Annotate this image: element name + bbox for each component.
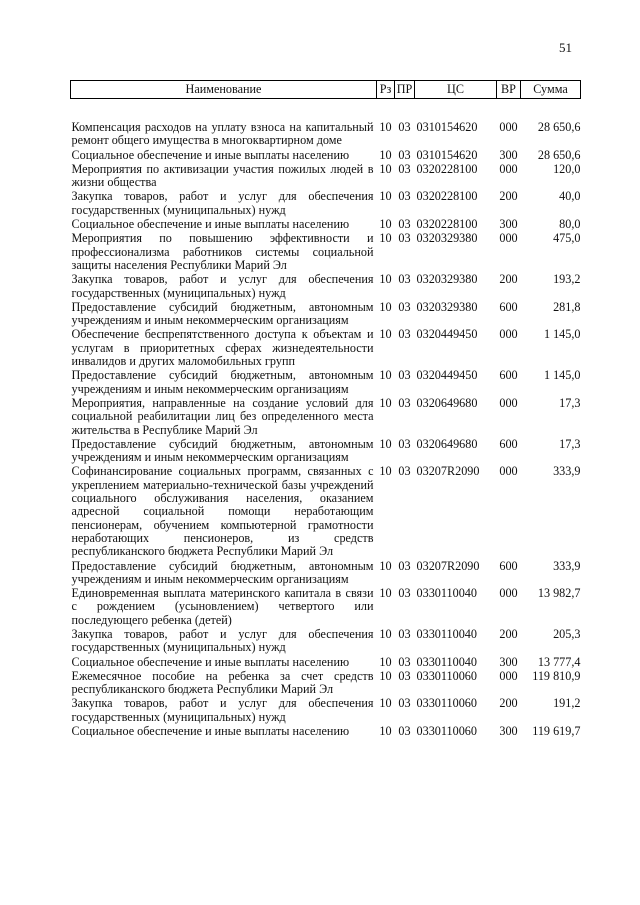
row-cs: 0320228100 — [416, 217, 478, 232]
row-name: Социальное обеспечение и иные выплаты населению — [71, 217, 350, 232]
row-vr: 300 — [499, 724, 518, 739]
table-row — [71, 656, 581, 670]
header-name: Наименование — [71, 81, 377, 99]
table-row — [71, 232, 581, 273]
row-cs: 0330110040 — [416, 654, 477, 669]
row-rz: 10 — [379, 654, 392, 669]
row-pr: 03 — [398, 558, 411, 573]
row-vr: 000 — [499, 586, 518, 601]
row-pr: 03 — [398, 217, 411, 232]
row-pr: 03 — [398, 464, 411, 479]
row-sum: 40,0 — [559, 189, 581, 204]
row-rz: 10 — [379, 464, 392, 479]
table-spacer — [71, 99, 581, 122]
row-name: Софинансирование социальных программ, связанных с укреплением материально-технической базы учреждений социального обслуживания населения, оказанием адресной социальной помощи неработающим пенсионерам, обучением компьютерной грамотности неработающих пенсионеров, из средств республиканского бюджета Республики Марий Эл — [71, 464, 374, 559]
row-pr: 03 — [398, 724, 411, 739]
table-row — [71, 218, 581, 232]
header-sum: Сумма — [521, 81, 581, 99]
row-sum: 193,2 — [553, 272, 581, 287]
row-sum: 17,3 — [559, 395, 581, 410]
row-pr: 03 — [398, 161, 411, 176]
table-row — [71, 725, 581, 739]
row-name: Предоставление субсидий бюджетным, автономным учреждениям и иным некоммерческим организациям — [71, 299, 374, 328]
row-cs: 03207R2090 — [416, 558, 480, 573]
row-rz: 10 — [379, 626, 392, 641]
row-cs: 0330110060 — [416, 696, 477, 711]
row-vr: 300 — [499, 217, 518, 232]
row-vr: 600 — [499, 299, 518, 314]
row-vr: 200 — [499, 696, 518, 711]
row-vr: 600 — [499, 436, 518, 451]
row-rz: 10 — [379, 161, 392, 176]
row-name: Закупка товаров, работ и услуг для обеспечения государственных (муниципальных) нужд — [71, 189, 374, 217]
row-cs: 0320228100 — [416, 189, 478, 204]
budget-table — [70, 80, 581, 739]
row-vr: 300 — [499, 654, 518, 669]
row-cs: 0320228100 — [416, 161, 478, 176]
row-pr: 03 — [398, 327, 411, 342]
row-cs: 0330110040 — [416, 626, 477, 641]
header-vr: ВР — [497, 81, 521, 99]
row-cs: 0310154620 — [416, 120, 478, 134]
row-rz: 10 — [379, 668, 392, 683]
table-row — [71, 560, 581, 588]
row-rz: 10 — [379, 147, 392, 162]
row-name: Закупка товаров, работ и услуг для обеспечения государственных (муниципальных) нужд — [71, 696, 374, 724]
table-row — [71, 190, 581, 218]
row-rz: 10 — [379, 368, 392, 383]
row-sum: 333,9 — [553, 558, 581, 573]
row-vr: 000 — [499, 161, 518, 176]
row-name: Предоставление субсидий бюджетным, автономным учреждениям и иным некоммерческим организациям — [71, 558, 374, 586]
row-cs: 0320329380 — [416, 272, 478, 287]
row-name: Ежемесячное пособие на ребенка за счет средств республиканского бюджета Республики Марий Эл — [71, 668, 374, 697]
row-rz: 10 — [379, 558, 392, 573]
row-pr: 03 — [398, 696, 411, 711]
row-vr: 000 — [499, 120, 518, 134]
row-sum: 17,3 — [559, 436, 581, 451]
table-row — [71, 670, 581, 698]
header-cs: ЦС — [415, 81, 497, 99]
row-sum: 119 810,9 — [532, 668, 581, 683]
row-cs: 0320329380 — [416, 231, 478, 246]
row-vr: 200 — [499, 189, 518, 204]
row-rz: 10 — [379, 189, 392, 204]
row-vr: 200 — [499, 272, 518, 287]
row-cs: 0320649680 — [416, 395, 478, 410]
row-name: Предоставление субсидий бюджетным, автономным учреждениям и иным некоммерческим организациям — [71, 436, 374, 465]
row-rz: 10 — [379, 217, 392, 232]
row-name: Мероприятия, направленные на создание условий для социальной реабилитации лиц без определенного места жительства в Республике Марий Эл — [71, 395, 374, 437]
row-rz: 10 — [379, 395, 392, 410]
row-sum: 333,9 — [553, 464, 581, 479]
row-vr: 000 — [499, 231, 518, 246]
header-pr: ПР — [395, 81, 415, 99]
table-row — [71, 438, 581, 466]
row-pr: 03 — [398, 626, 411, 641]
row-rz: 10 — [379, 436, 392, 451]
row-name: Обеспечение беспрепятственного доступа к объектам и услугам в приоритетных сферах жизнедеятельности инвалидов и других маломобильных групп — [71, 327, 374, 369]
row-pr: 03 — [398, 299, 411, 314]
row-pr: 03 — [398, 272, 411, 287]
row-name: Мероприятия по активизации участия пожилых людей в жизни общества — [71, 161, 374, 190]
row-name: Предоставление субсидий бюджетным, автономным учреждениям и иным некоммерческим организациям — [71, 368, 374, 396]
table-row — [71, 149, 581, 163]
header-rz: Рз — [377, 81, 395, 99]
row-vr: 600 — [499, 558, 518, 573]
row-rz: 10 — [379, 299, 392, 314]
row-rz: 10 — [379, 120, 392, 134]
row-pr: 03 — [398, 189, 411, 204]
row-sum: 1 145,0 — [543, 327, 581, 342]
row-pr: 03 — [398, 668, 411, 683]
row-vr: 000 — [499, 327, 518, 342]
page-number: 51 — [559, 40, 572, 55]
table-row — [71, 697, 581, 725]
table-row — [71, 397, 581, 438]
row-sum: 28 650,6 — [537, 120, 581, 134]
row-vr: 600 — [499, 368, 518, 383]
row-sum: 80,0 — [559, 217, 581, 232]
row-pr: 03 — [398, 231, 411, 246]
table-row — [71, 628, 581, 656]
row-sum: 281,8 — [553, 299, 581, 314]
table-row — [71, 328, 581, 369]
row-sum: 13 982,7 — [537, 586, 581, 601]
row-cs: 0330110060 — [416, 668, 477, 683]
table-row — [71, 163, 581, 191]
row-name: Закупка товаров, работ и услуг для обеспечения государственных (муниципальных) нужд — [71, 626, 374, 655]
row-vr: 300 — [499, 147, 518, 162]
row-name: Мероприятия по повышению эффективности и профессионализма работников системы социальной защиты населения Республики Марий Эл — [71, 231, 374, 272]
row-cs: 0320649680 — [416, 436, 478, 451]
row-name: Социальное обеспечение и иные выплаты населению — [71, 147, 350, 162]
row-name: Закупка товаров, работ и услуг для обеспечения государственных (муниципальных) нужд — [71, 272, 374, 300]
row-name: Компенсация расходов на уплату взноса на капитальный ремонт общего имущества в многоквартирном доме — [71, 120, 374, 148]
row-pr: 03 — [398, 368, 411, 383]
row-rz: 10 — [379, 272, 392, 287]
table-row — [71, 465, 581, 559]
table-row — [71, 273, 581, 301]
row-cs: 0320329380 — [416, 299, 478, 314]
row-name: Социальное обеспечение и иные выплаты населению — [71, 654, 350, 669]
row-cs: 0310154620 — [416, 147, 478, 162]
row-sum: 120,0 — [553, 161, 581, 176]
row-sum: 191,2 — [553, 696, 581, 711]
table-row — [71, 369, 581, 397]
row-cs: 0330110060 — [416, 724, 477, 739]
row-pr: 03 — [398, 586, 411, 601]
row-sum: 475,0 — [553, 231, 581, 246]
table-row — [71, 587, 581, 628]
row-pr: 03 — [398, 120, 411, 134]
row-cs: 0330110040 — [416, 586, 477, 601]
row-sum: 13 777,4 — [537, 654, 581, 669]
row-sum: 119 619,7 — [532, 724, 581, 739]
row-vr: 000 — [499, 395, 518, 410]
row-cs: 0320449450 — [416, 327, 478, 342]
row-pr: 03 — [398, 654, 411, 669]
row-name: Единовременная выплата материнского капитала в связи с рождением (усыновлением) четвертого или последующего ребенка (детей) — [71, 586, 374, 627]
row-rz: 10 — [379, 231, 392, 246]
row-vr: 000 — [499, 668, 518, 683]
row-pr: 03 — [398, 395, 411, 410]
table-body — [71, 99, 581, 740]
row-rz: 10 — [379, 327, 392, 342]
row-sum: 1 145,0 — [543, 368, 581, 383]
row-cs: 0320449450 — [416, 368, 478, 383]
row-cs: 03207R2090 — [416, 464, 480, 479]
row-rz: 10 — [379, 586, 392, 601]
row-vr: 200 — [499, 626, 518, 641]
row-rz: 10 — [379, 724, 392, 739]
row-name: Социальное обеспечение и иные выплаты населению — [71, 724, 350, 739]
row-sum: 205,3 — [553, 626, 581, 641]
table-header-row — [71, 81, 581, 99]
row-rz: 10 — [379, 696, 392, 711]
row-pr: 03 — [398, 436, 411, 451]
row-vr: 000 — [499, 464, 518, 479]
row-pr: 03 — [398, 147, 411, 162]
table-row — [71, 121, 581, 149]
table-row — [71, 301, 581, 329]
row-sum: 28 650,6 — [537, 147, 581, 162]
